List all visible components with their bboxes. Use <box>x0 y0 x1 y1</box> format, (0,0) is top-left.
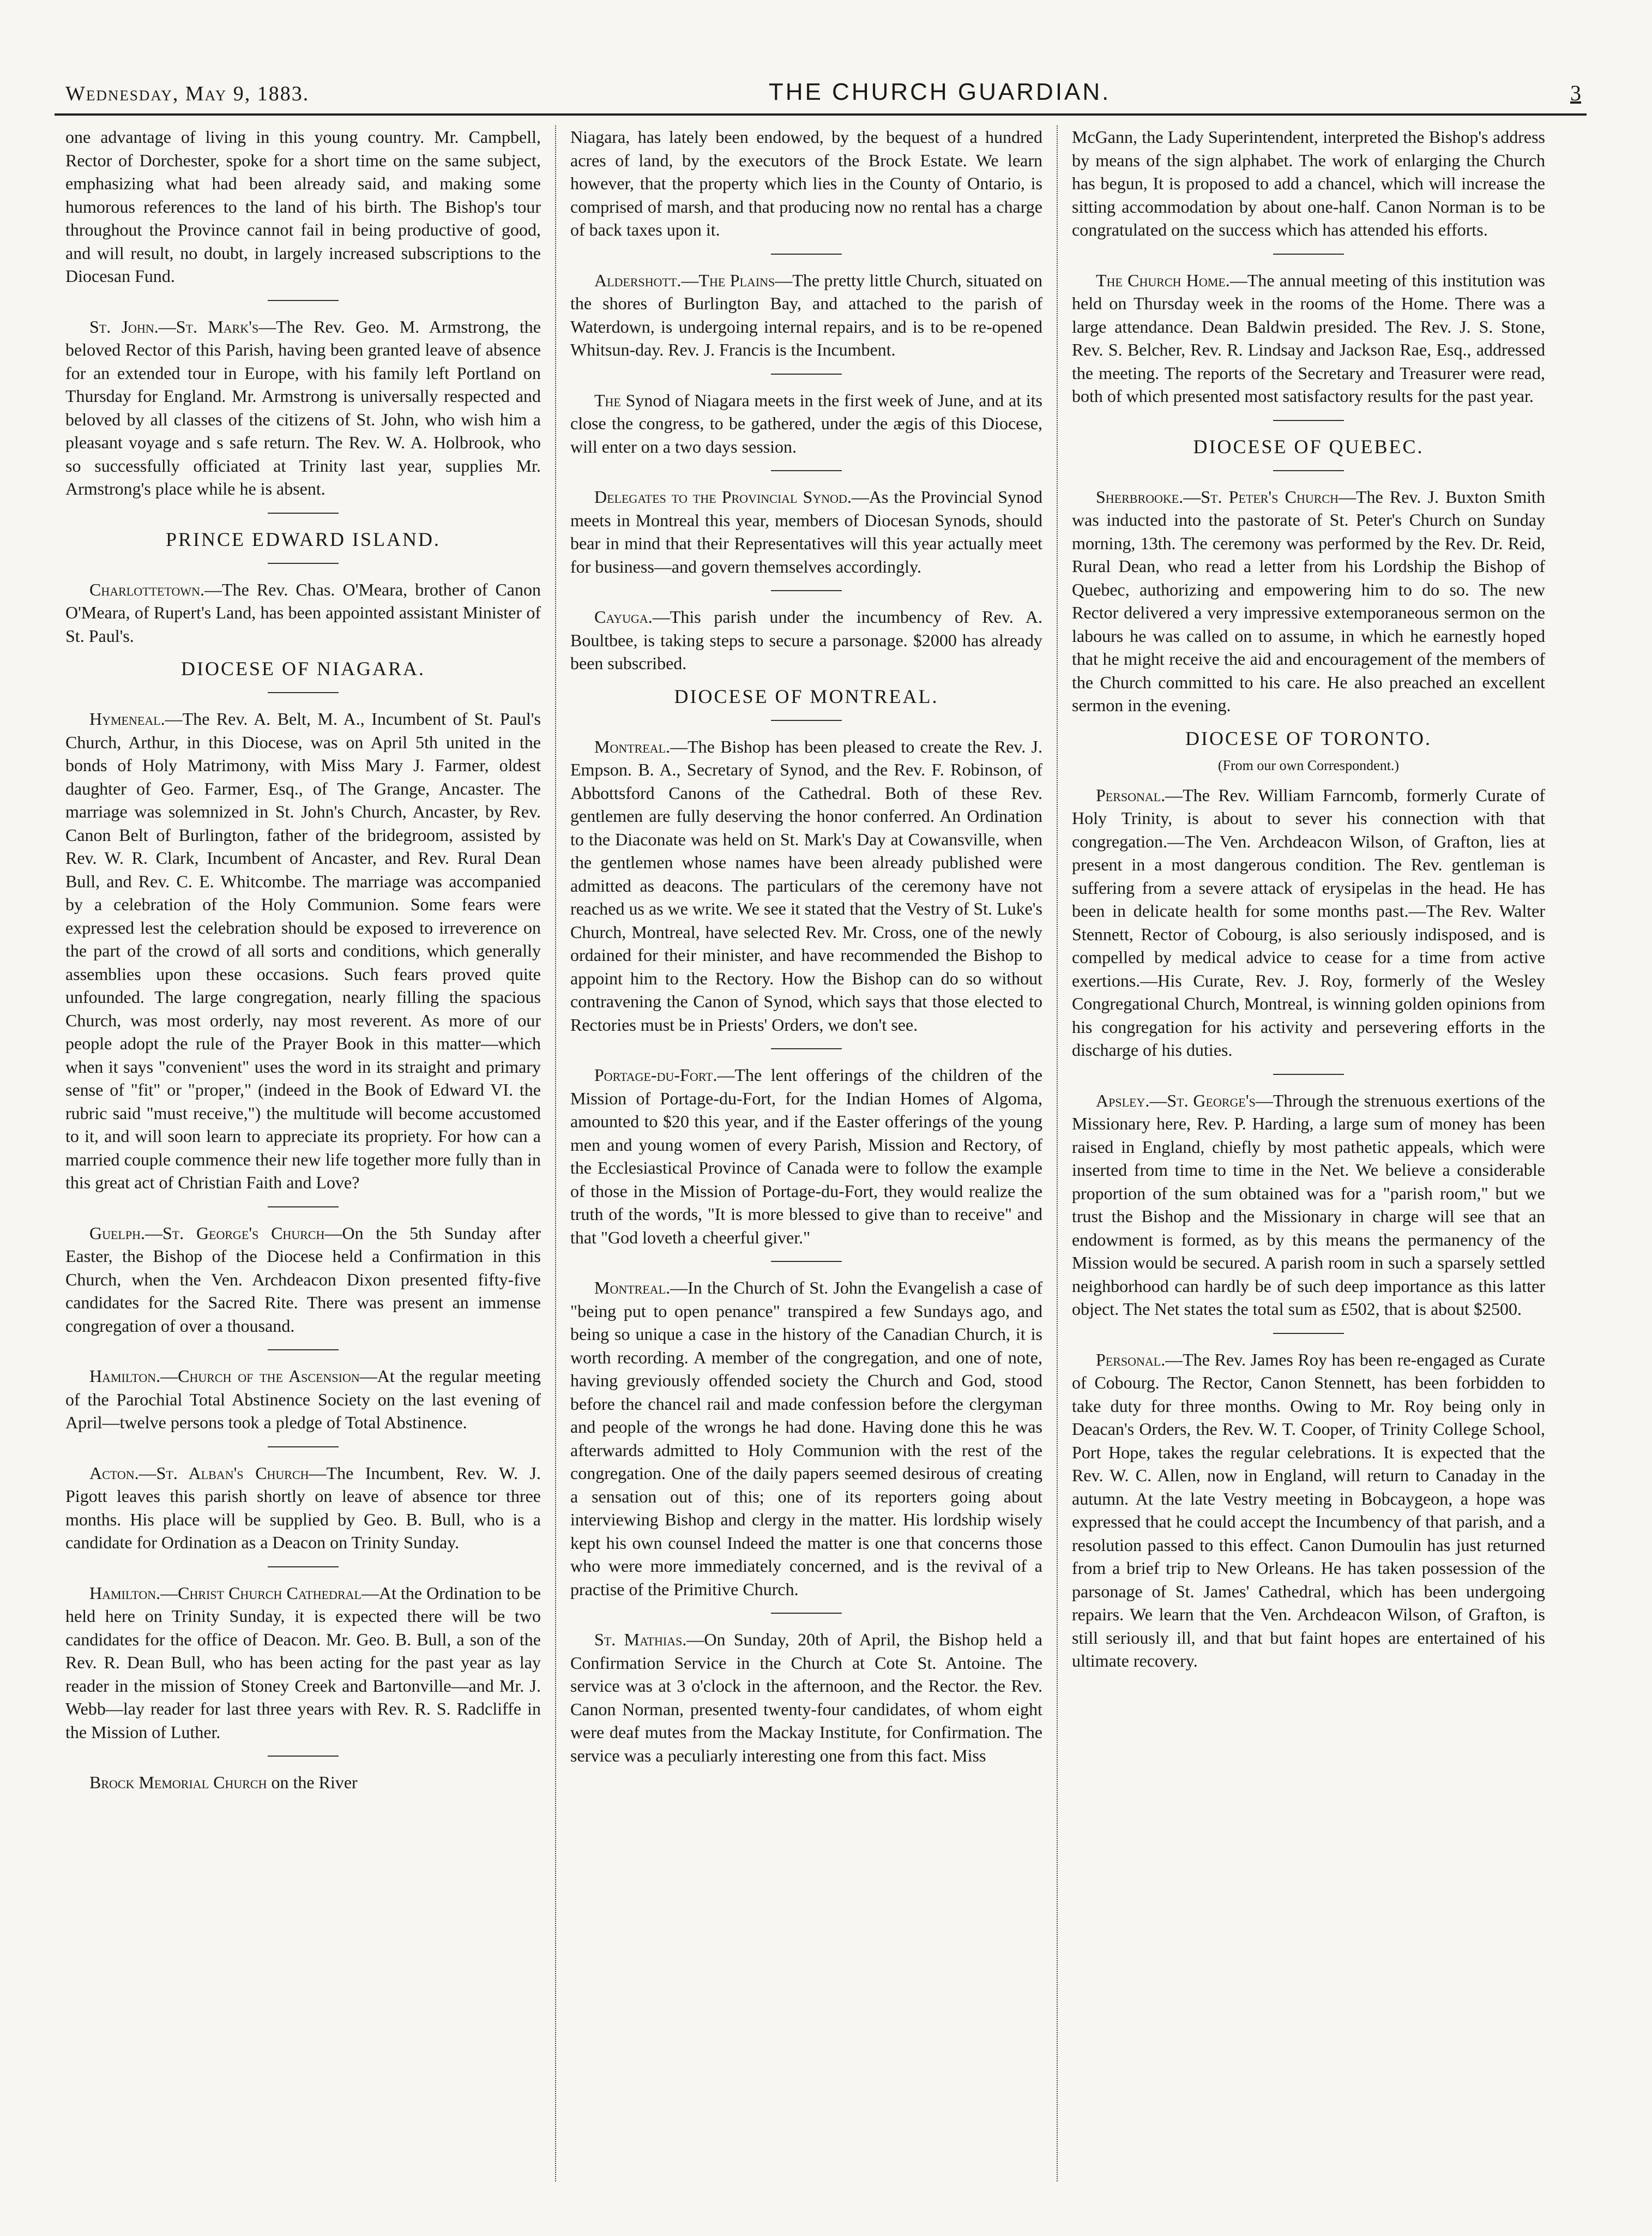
page-header <box>55 79 1587 116</box>
divider <box>771 254 842 255</box>
article-text: On Sunday, 20th of April, the Bishop held a Confirmation Service in the Church at Cote St. Antoine. The service was at 3 o'clock in the afternoon, and the Rector. the Rev. Canon Norman, presented twenty-four candidates, of whom eight were deaf mutes from the Mackay Institute, for Confirmation. The service was a peculiarly interesting one from this fact. Miss <box>570 1630 1043 1765</box>
article-paragraph <box>1072 269 1545 408</box>
section-heading: PRINCE EDWARD ISLAND. <box>166 528 441 550</box>
column-1 <box>55 125 556 2181</box>
article-paragraph: Niagara, has lately been endowed, by the bequest of a hundred acres of land, by the executors of the Brock Estate. We learn however, that the property which lies in the County of Ontario, is comprised of marsh, and that producing now no rental has a charge of back taxes upon it. <box>570 127 1042 239</box>
article-text: The lent offerings of the children of the Mission of Portage-du-Fort, for the Indian Homes of Algoma, amounted to $20 this year, and if the Easter offerings of the young men and young women of every Parish, Mission and Rectory, of the Ecclesiastical Province of Canada were to follow the example of those in the Mission of Portage-du-Fort, they would realize the truth of the words, "It is more blessed to give than to receive" and that "God loveth a cheerful giver." <box>570 1065 1042 1247</box>
article-paragraph <box>570 485 1042 578</box>
divider <box>1273 1074 1344 1075</box>
article-text: Synod of Niagara meets in the first week of June, and at its close the congress, to be gathered, under the ægis of this Diocese, will enter on a two days session. <box>570 390 1043 456</box>
article-paragraph <box>570 1628 1042 1767</box>
divider <box>771 374 842 375</box>
correspondent-note: (From our own Correspondent.) <box>1217 757 1400 773</box>
article-paragraph <box>570 1276 1042 1601</box>
article-paragraph <box>65 1582 541 1744</box>
article-paragraph <box>1072 1089 1545 1321</box>
divider <box>771 1048 842 1049</box>
divider <box>771 1261 842 1262</box>
article-paragraph <box>570 735 1042 1037</box>
section-heading: DIOCESE OF MONTREAL. <box>674 685 939 707</box>
article-text: At the regular meeting of the Parochial Total Abstinence Society on the last evening of April—twelve persons took a pledge of Total Abstinence. <box>65 1366 541 1432</box>
article-text: On the 5th Sunday after Easter, the Bishop of the Diocese held a Confirmation in this Church, when the Ven. Archdeacon Dixon presented fifty-five candidates for the Sacred Rite. There was present an immense congregation of over a thousand. <box>65 1223 541 1336</box>
article-text: In the Church of St. John the Evangelish a case of "being put to open penance" transpired a few Sundays ago, and being so unique a case in the history of the Canadian Church, it is worth recording. A member of the congregation, and one of note, having greviously offended society the Church and God, stood before the chancel rail and made confession before the clergyman and people of the wrongs he had done. Having done this he was afterwards admitted to Holy Communion with the rest of the congregation. One of the daily papers seemed desirous of creating a sensation out of this; one of its reporters going about interviewing Bishop and clergy in the matter. His lordship wisely kept his own counsel Indeed the matter is one that concerns those who were more immediately concerned, and is the revival of a practise of the Primitive Church. <box>570 1278 1042 1599</box>
article-paragraph: one advantage of living in this young country. Mr. Campbell, Rector of Dorchester, spoke for a short time on the same subject, emphasizing what had been already said, and making some humorous references to the land of his birth. The Bishop's tour throughout the Province cannot fail in being productive of good, and will result, no doubt, in largely increased subscriptions to the Diocesan Fund. <box>65 127 541 286</box>
article-paragraph <box>570 269 1042 362</box>
article-text: on the River <box>271 1772 358 1792</box>
divider <box>1273 470 1344 471</box>
article-lead: Montreal.— <box>594 1278 688 1297</box>
divider <box>771 720 842 721</box>
article-lead: Acton.—St. Alban's Church— <box>89 1463 327 1483</box>
section-heading: DIOCESE OF QUEBEC. <box>1193 435 1424 458</box>
divider <box>1273 420 1344 421</box>
article-lead: St. John.—St. Mark's— <box>89 316 276 336</box>
divider <box>268 1349 339 1350</box>
divider <box>771 470 842 471</box>
article-text: The Rev. James Roy has been re-engaged as Curate of Cobourg. The Rector, Canon Stennett, has been forbidden to take duty for three months. Owing to Mr. Roy being only in Deacan's Orders, the Rev. W. T. Cooper, of Trinity College School, Port Hope, takes the regular celebrations. It is expected that the Rev. W. C. Allen, now in England, will return to Canaday in the autumn. At the late Vestry meeting in Bobcaygeon, a hope was expressed that he could accept the Incumbency of that parish, and a resolution passed to this effect. Canon Dumoulin has just returned from a brief trip to New Orleans. He has taken possession of the parsonage of St. James' Cathedral, which has been undergoing repairs. We learn that the Ven. Archdeacon Wilson, of Grafton, is still seriously ill, and that but faint hopes are entertained of his ultimate recovery. <box>1072 1349 1545 1670</box>
article-text: The pretty little Church, situated on the shores of Burlington Bay, and attached to the parish of Waterdown, is undergoing internal repairs, and is to be re-opened Whitsun-day. Rev. J. Francis is the Incumbent. <box>570 270 1043 359</box>
article-columns <box>55 125 1587 2181</box>
article-lead: Personal.— <box>1096 785 1183 805</box>
article-lead: Hamilton.—Christ Church Cathedral— <box>89 1583 379 1603</box>
article-lead: Delegates to the Provincial Synod.— <box>594 487 869 507</box>
article-paragraph <box>1072 1348 1545 1673</box>
article-lead: Personal.— <box>1096 1349 1183 1369</box>
article-paragraph <box>1072 485 1545 717</box>
section-heading: DIOCESE OF NIAGARA. <box>180 658 425 680</box>
divider <box>771 590 842 591</box>
article-paragraph <box>65 1771 541 1794</box>
article-text: This parish under the incumbency of Rev. A. Boultbee, is taking steps to secure a parsonage. $2000 has already been subscribed. <box>570 607 1042 673</box>
article-paragraph <box>65 578 541 648</box>
column-3 <box>1058 125 1559 2181</box>
article-lead: Charlottetown.— <box>89 579 222 599</box>
divider <box>268 300 339 301</box>
article-lead: Montreal.— <box>594 736 688 756</box>
article-paragraph: McGann, the Lady Superintendent, interpreted the Bishop's address by means of the sign alphabet. The work of enlarging the Church has begun, It is proposed to add a chancel, which will increase the sitting accommodation by about one-half. Canon Norman is to be congratulated on the success which has attended his efforts. <box>1072 127 1545 239</box>
article-lead: Hymeneal.— <box>89 709 183 729</box>
article-lead: The <box>594 390 621 410</box>
article-paragraph <box>65 315 541 501</box>
divider <box>1273 254 1344 255</box>
article-paragraph <box>570 1063 1042 1249</box>
section-heading: DIOCESE OF TORONTO. <box>1185 727 1432 749</box>
article-lead: Portage-du-Fort.— <box>594 1065 735 1085</box>
divider <box>1273 1333 1344 1334</box>
article-lead: Apsley.—St. George's— <box>1096 1090 1273 1110</box>
article-text: The Bishop has been pleased to create the Rev. J. Empson. B. A., Secretary of Synod, and the Rev. F. Robinson, of Abbottsford Canons of the Cathedral. Both of these Rev. gentlemen are fully deserving the honor conferred. An Ordination to the Diaconate was held on St. Mark's Day at Cowansville, when the gentlemen whose names have been already published were admitted as deacons. The particulars of the ceremony have not reached us as we write. We see it stated that the Vestry of St. Luke's Church, Montreal, have selected Rev. Mr. Cross, one of the newly ordained for their minister, and have recommended the Bishop to appoint him to the Rectory. How the Bishop can do so without contravening the Canon of Synod, which says that those elected to Rectories must be in Priests' Orders, we don't see. <box>570 736 1042 1035</box>
article-text: The annual meeting of this institution was held on Thursday week in the rooms of the Home. There was a large attendance. Dean Baldwin presided. The Rev. J. S. Stone, Rev. S. Belcher, Rev. R. Lindsay and Jackson Rae, Esq., addressed the meeting. The reports of the Secretary and Treasurer were read, both of which presented most satisfactory results for the past year. <box>1072 270 1545 406</box>
divider <box>268 563 339 564</box>
article-paragraph <box>570 389 1042 459</box>
divider <box>268 692 339 693</box>
divider <box>268 513 339 514</box>
divider <box>268 1566 339 1567</box>
article-text: The Rev. Chas. O'Meara, brother of Canon O'Meara, of Rupert's Land, has been appointed assistant Minister of St. Paul's. <box>65 579 541 646</box>
newspaper-title: THE CHURCH GUARDIAN. <box>768 79 1111 105</box>
article-text: The Rev. William Farncomb, formerly Curate of Holy Trinity, is about to sever his connection with that congregation.—The Ven. Archdeacon Wilson, of Grafton, lies at present in a most dangerous condition. The Rev. gentleman is suffering from a severe attack of erysipelas in the head. He has been in delicate health for some months past.—The Rev. Walter Stennett, Rector of Cobourg, is also seriously indisposed, and is compelled by medical advice to cease for a time from active exertions.—His Curate, Rev. J. Roy, formerly of the Wesley Congregational Church, Montreal, is winning golden opinions from his congregation for his activity and persevering efforts in the discharge of his duties. <box>1072 785 1545 1060</box>
article-lead: Hamilton.—Church of the Ascension— <box>89 1366 377 1386</box>
divider <box>771 1613 842 1614</box>
article-paragraph <box>570 605 1042 675</box>
article-lead: Aldershott.—The Plains— <box>594 270 793 290</box>
article-paragraph <box>65 1365 541 1434</box>
article-lead: Sherbrooke.—St. Peter's Church— <box>1096 486 1356 507</box>
article-text: The Rev. J. Buxton Smith was inducted into the pastorate of St. Peter's Church on Sunday morning, 13th. The ceremony was performed by the Rev. Dr. Reid, Rural Dean, who read a letter from his Lordship the Bishop of Quebec, authorizing and empowering him to do so. The new Rector delivered a very impressive extemporaneous sermon on the labours he was called on to assume, in which he earnestly hoped that he might receive the aid and encouragement of the members of the Church committed to his care. He also preached an excellent sermon in the evening. <box>1072 486 1546 715</box>
article-lead: Guelph.—St. George's Church— <box>89 1223 342 1243</box>
article-paragraph <box>65 1222 541 1338</box>
column-2 <box>556 125 1058 2181</box>
article-paragraph <box>65 1462 541 1554</box>
article-lead: The Church Home.— <box>1096 270 1247 290</box>
divider <box>268 1206 339 1207</box>
article-text: The Rev. Geo. M. Armstrong, the beloved Rector of this Parish, having been granted leave of absence for an extended tour in Europe, with his family left Portland on Thursday for England. Mr. Armstrong is universally respected and beloved by all classes of the citizens of St. John, who wish him a pleasant voyage and s safe return. The Rev. W. A. Holbrook, who so successfully officiated at Trinity last year, supplies Mr. Armstrong's place while he is absent. <box>65 316 541 498</box>
article-paragraph <box>65 707 541 1194</box>
article-paragraph <box>1072 784 1545 1062</box>
page-number: 3 <box>1570 81 1581 105</box>
article-text: Through the strenuous exertions of the Missionary here, Rev. P. Harding, a large sum of money has been raised in England, chiefly by most pathetic appeals, which were inserted from time to time in the Net. We believe a considerable proportion of the sum obtained was for a "parish room," but we trust the Bishop and the Missionary in charge will see that an endowment is formed, as by this means the permanency of the Mission would be secured. A parish room in such a sparsely settled neighborhood can hardly be of such deep importance as this latter object. The Net states the total sum as £502, that is about $2500. <box>1072 1090 1545 1319</box>
article-text: The Rev. A. Belt, M. A., Incumbent of St. Paul's Church, Arthur, in this Diocese, was on April 5th united in the bonds of Holy Matrimony, with Miss Mary J. Farmer, oldest daughter of Geo. Farmer, Esq., of The Grange, Ancaster. The marriage was solemnized in St. John's Church, Ancaster, by Rev. Canon Belt of Burlington, father of the bridegroom, assisted by Rev. W. R. Clark, Incumbent of Ancaster, and Rev. Rural Dean Bull, and Rev. C. E. Whitcombe. The marriage was accompanied by a celebration of the Holy Communion. Some fears were expressed lest the celebration should be exposed to irreverence on the part of the crowd of all sorts and conditions, which generally assemblies upon these occasions. Such fears proved quite unfounded. The large congregation, nearly filling the spacious Church, was most orderly, nay most reverent. As more of our people adopt the rule of the Prayer Book in this matter—which when it says "convenient" uses the word in its straight and primary sense of "fit" or "proper," (indeed in the Book of Edward VI. the rubric said "must receive,") the multitude will become accustomed to it, and will soon learn to appreciate its propriety. For how can a married couple commence their new life together more fully than in this great act of Christian Faith and Love? <box>65 709 541 1192</box>
divider <box>268 1446 339 1447</box>
article-text: As the Provincial Synod meets in Montreal this year, members of Diocesan Synods, should bear in mind that their Representatives will this year actually meet for business—and govern themselves accordingly. <box>570 487 1043 576</box>
article-text: At the Ordination to be held here on Trinity Sunday, it is expected there will be two candidates for the office of Deacon. Mr. Geo. B. Bull, a son of the Rev. R. Dean Bull, who has been acting for the past year as lay reader in the mission of Stoney Creek and Bartonville—and Mr. J. Webb—lay reader for last three years with Rev. R. S. Radcliffe in the Mission of Luther. <box>65 1583 541 1742</box>
divider <box>268 1756 339 1757</box>
article-text: The Incumbent, Rev. W. J. Pigott leaves this parish shortly on leave of absence tor three months. His place will be supplied by Geo. B. Bull, who is a candidate for Ordination as a Deacon on Trinity Sunday. <box>65 1463 541 1552</box>
article-lead: St. Mathias.— <box>594 1630 704 1649</box>
article-lead: Brock Memorial Church <box>89 1772 267 1792</box>
issue-date: Wednesday, May 9, 1883. <box>65 82 310 105</box>
article-lead: Cayuga.— <box>594 607 670 627</box>
